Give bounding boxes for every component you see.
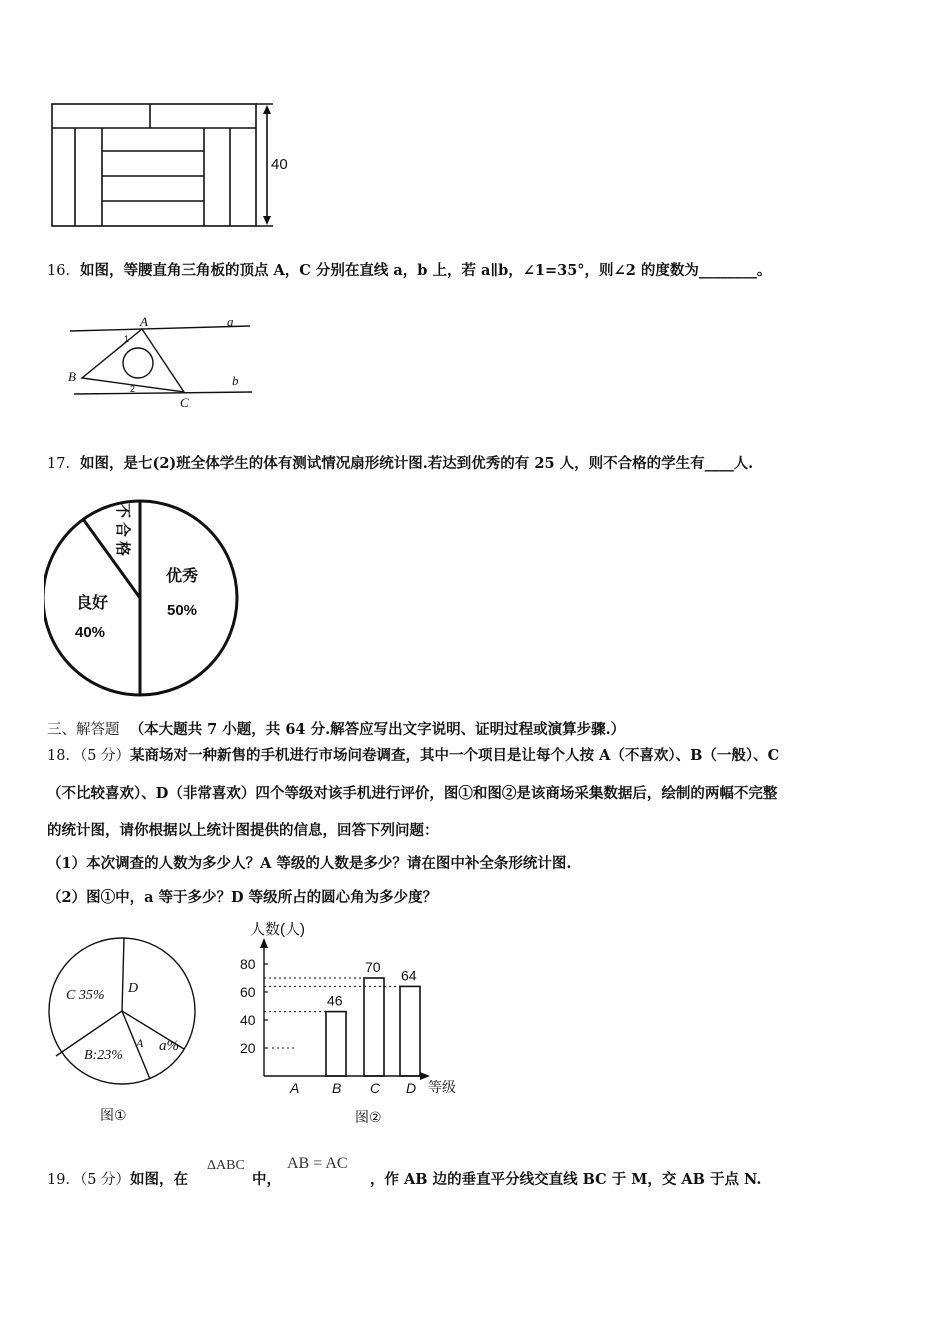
q18-fig2-bar-chart [232, 918, 468, 1130]
q16-body: 如图，等腰直角三角板的顶点 A，C 分别在直线 a，b 上，若 a∥b，∠1=35°，则∠2 的度数为________。 [79, 262, 772, 279]
label-2: 2 [130, 384, 136, 394]
q18-sub2: （2）图①中，a 等于多少？D 等级所占的圆心角为多少度？ [47, 889, 438, 906]
q17-good-pct: 40% [75, 624, 106, 641]
q19-equation: AB = AC [287, 1155, 348, 1172]
q18-line1-text: 某商场对一种新售的手机进行市场问卷调查，其中一个项目是让每个人按 A（不喜欢）、B（一般）、C [130, 747, 780, 764]
q18-score: （5 分） [79, 748, 131, 764]
fig2-caption: 图② [355, 1109, 382, 1125]
q19-line [47, 1170, 188, 1190]
q16-text [47, 261, 771, 281]
fig1-label-c: C 35% [66, 988, 105, 1003]
section3-title: 三、解答题 [47, 722, 120, 738]
bar-C [364, 978, 384, 1076]
label-1: 1 [124, 334, 130, 344]
label-b: b [232, 373, 239, 388]
bar-B [326, 1012, 346, 1076]
label-a: a [227, 314, 234, 329]
q18-line3: 的统计图，请你根据以上统计图提供的信息，回答下列问题： [47, 822, 439, 839]
q17-fail-char-1: 不 [114, 503, 131, 519]
q19-text-after: ，作 AB 边的垂直平分线交直线 BC 于 M，交 AB 于点 N. [370, 1171, 762, 1188]
q17-good-label: 良好 [76, 595, 109, 612]
label-B: B [68, 369, 76, 384]
q19-triangle: ΔABC [207, 1158, 245, 1173]
q17-number: 17． [47, 456, 80, 472]
q17-text [47, 454, 753, 474]
q18-line1 [47, 746, 779, 766]
q17-excellent-pct: 50% [167, 602, 198, 619]
data-label-B: 46 [327, 992, 343, 1009]
bar-chart-y-arrow [260, 938, 268, 948]
fig1-label-d: D [128, 981, 139, 996]
data-label-D: 64 [401, 967, 417, 984]
bar-chart-ylabel: 人数(人) [250, 921, 305, 938]
x-tick-label-B: B [332, 1080, 342, 1096]
bar-D [400, 986, 420, 1076]
q19-score: （5 分） [79, 1172, 131, 1188]
y-tick-label-20: 20 [240, 1040, 256, 1056]
top-frame-figure [45, 98, 295, 233]
q17-excellent-label: 优秀 [166, 568, 199, 585]
q18-number: 18． [47, 748, 80, 764]
section3-note: （本大题共 7 小题，共 64 分.解答应写出文字说明、证明过程或演算步骤.） [129, 721, 626, 738]
dimension-label: 40 [271, 156, 288, 173]
bar-chart-xlabel: 等级 [428, 1079, 456, 1095]
q18-fig1-pie [44, 937, 204, 1129]
data-label-C: 70 [365, 959, 381, 975]
q17-pie-chart [44, 497, 244, 699]
q19-text-before: 如图，在 [130, 1171, 189, 1188]
fig1-label-b: B:23% [84, 1048, 123, 1063]
y-tick-label-40: 40 [240, 1012, 256, 1028]
q18-sub1: （1）本次调查的人数为多少人？A 等级的人数是多少？请在图中补全条形统计图. [47, 855, 572, 872]
x-tick-label-A: A [290, 1080, 300, 1096]
x-tick-label-C: C [370, 1080, 381, 1096]
q18-line2: （不比较喜欢）、D（非常喜欢）四个等级对该手机进行评价，图①和图②是该商场采集数据后，绘制的两幅不完整 [47, 785, 778, 802]
q16-number: 16． [47, 263, 80, 279]
label-A: A [140, 314, 148, 329]
y-tick-label-80: 80 [240, 956, 256, 972]
q17-fail-char-2: 合 [114, 522, 131, 538]
fig1-label-a-pct: a% [159, 1038, 179, 1054]
q16-triangle-figure [62, 312, 262, 412]
q19-text-mid: 中， [252, 1171, 281, 1188]
fig1-label-a: A [136, 1036, 144, 1050]
q17-body: 如图，是七(2)班全体学生的体有测试情况扇形统计图.若达到优秀的有 25 人，则不合格的学生有____人. [79, 455, 754, 472]
q19-number: 19． [47, 1172, 80, 1188]
y-tick-label-60: 60 [240, 984, 256, 1000]
x-tick-label-D: D [406, 1080, 417, 1096]
label-C: C [180, 395, 189, 410]
q17-fail-char-3: 格 [114, 541, 131, 557]
section3-heading [47, 720, 625, 740]
fig1-caption: 图① [100, 1107, 127, 1123]
